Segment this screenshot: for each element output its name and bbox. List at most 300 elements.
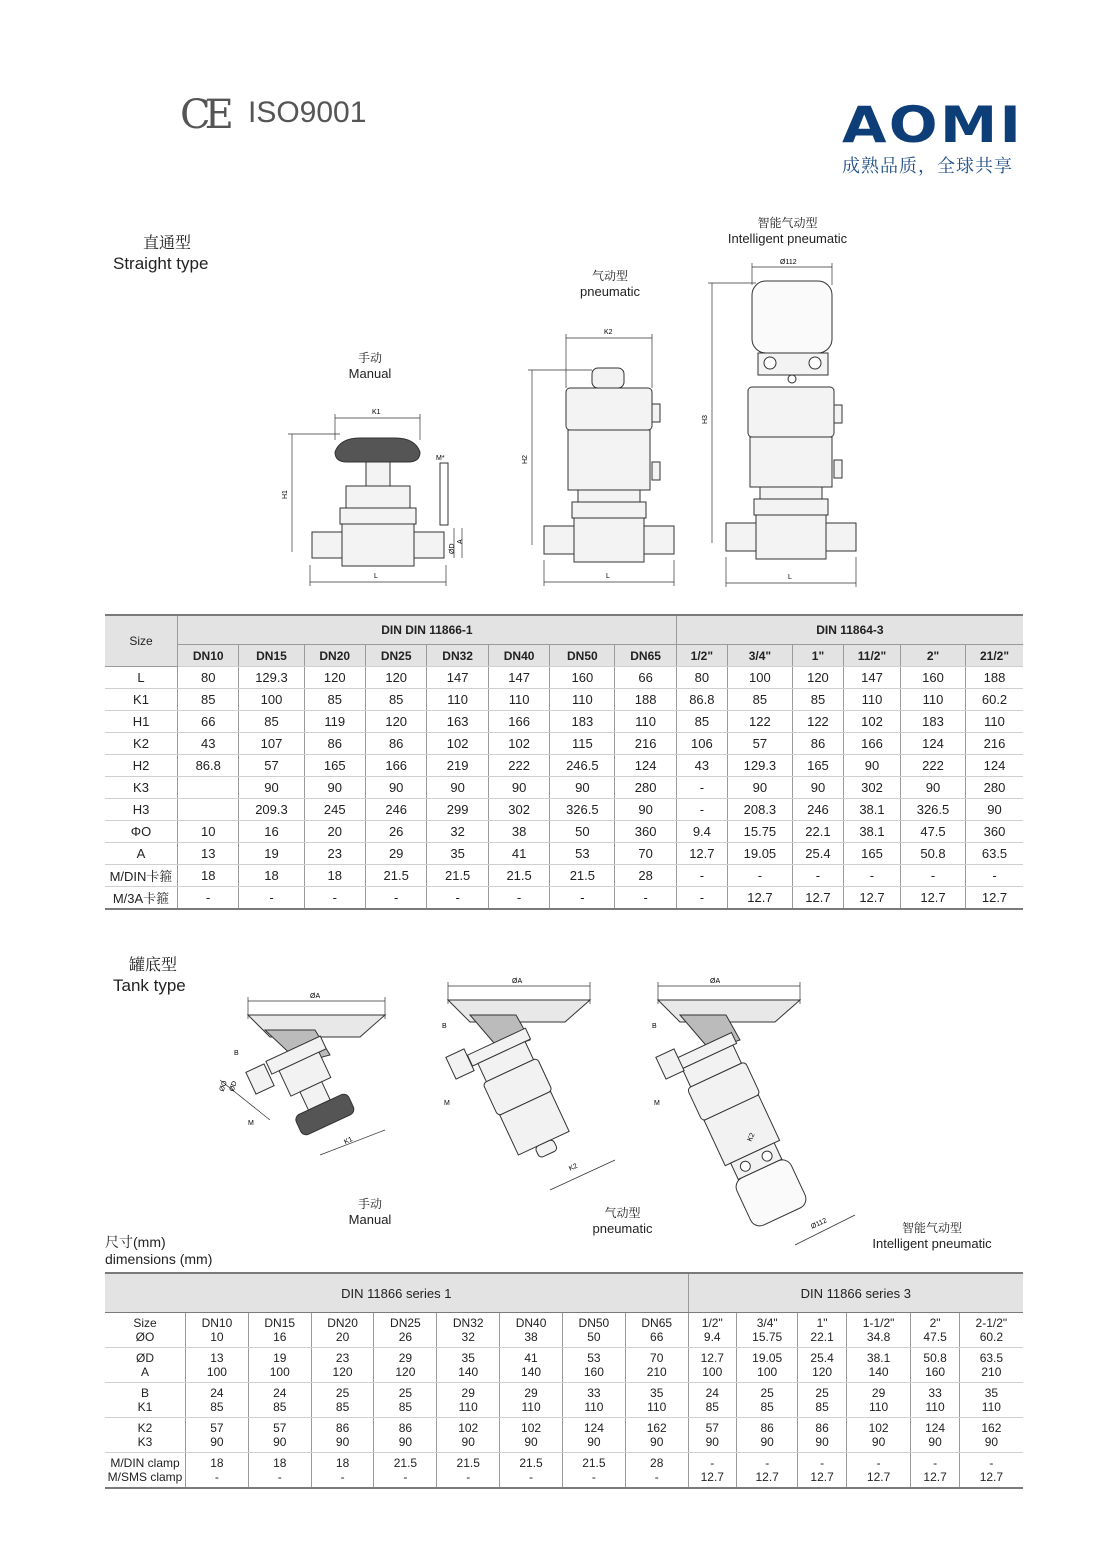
table-cell [178, 777, 239, 799]
cell-line: 21.5 [582, 1456, 606, 1470]
tank-dim-k1-label: K1 [343, 1136, 354, 1147]
table-cell: 208.3 [727, 799, 792, 821]
row-label-line: A [140, 1365, 149, 1379]
cell-line: 210 [646, 1365, 667, 1379]
table-cell: 246.5 [550, 755, 615, 777]
table-cell: 216 [966, 733, 1023, 755]
table-cell [736, 1383, 798, 1418]
cell-line: 12.7 [755, 1470, 779, 1484]
table-cell [500, 1313, 563, 1348]
cell-line: 12.7 [810, 1470, 834, 1484]
cell-line: 13 [210, 1351, 224, 1365]
caption-cn: 手动 [357, 351, 382, 365]
table-cell: 21.5 [427, 865, 488, 887]
table-cell: 120 [792, 667, 843, 689]
cell-line: 19.05 [752, 1351, 783, 1365]
cell-line: 86 [398, 1421, 413, 1435]
table-cell [736, 1453, 798, 1489]
cell-line: 25 [398, 1386, 413, 1400]
table-cell [846, 1453, 911, 1489]
cell-line: 140 [458, 1365, 479, 1379]
table-cell: 110 [966, 711, 1023, 733]
aomi-logo [842, 96, 1024, 178]
table-cell: 166 [488, 711, 549, 733]
table-cell [374, 1348, 437, 1383]
column-header: 3/4" [727, 645, 792, 667]
table-cell [688, 1383, 736, 1418]
cell-line: 22.1 [810, 1330, 834, 1344]
table-cell: 246 [365, 799, 426, 821]
table-cell: 12.7 [900, 887, 965, 910]
table-cell: 29 [365, 843, 426, 865]
table-row [105, 843, 1023, 865]
table-cell [846, 1383, 911, 1418]
cell-line: 12.7 [979, 1470, 1004, 1484]
table-cell [374, 1453, 437, 1489]
tank-manual-caption [330, 1196, 410, 1228]
tank-dim-b-label: B [234, 1050, 239, 1057]
tank-dim-m-label: M [248, 1120, 254, 1127]
table-cell [798, 1313, 846, 1348]
column-header: 1/2" [676, 645, 727, 667]
table-cell: 163 [427, 711, 488, 733]
table-cell [248, 1418, 311, 1453]
cell-line: 90 [871, 1435, 886, 1449]
cell-line: 90 [398, 1435, 413, 1449]
table-cell: 166 [843, 733, 900, 755]
tank-pneumatic-valve-drawing [430, 970, 630, 1200]
row-label-line: ØD [136, 1351, 154, 1365]
table-cell [688, 1348, 736, 1383]
table-cell: 86.8 [676, 689, 727, 711]
cell-line: 33 [587, 1386, 601, 1400]
table-cell: - [427, 887, 488, 910]
row-label: K1 [105, 689, 178, 711]
cell-line: 25 [335, 1386, 350, 1400]
cell-line: 2-1/2" [975, 1316, 1008, 1330]
cell-line: 90 [273, 1435, 287, 1449]
cell-line: 70 [650, 1351, 664, 1365]
row-label: M/DIN卡箍 [105, 865, 178, 887]
table-cell: 90 [966, 799, 1023, 821]
table-cell [688, 1313, 736, 1348]
row-label: A [105, 843, 178, 865]
table-cell: - [676, 865, 727, 887]
cell-line: DN25 [390, 1316, 421, 1330]
table-row [105, 1383, 1023, 1418]
group1-header: DIN DIN 11866-1 [178, 615, 677, 645]
table-cell: - [676, 887, 727, 910]
table-cell: 302 [488, 799, 549, 821]
table-cell [500, 1348, 563, 1383]
table-cell: 183 [900, 711, 965, 733]
cell-line: 110 [521, 1400, 541, 1414]
cell-line: 85 [335, 1400, 350, 1414]
cell-line: 18 [210, 1456, 224, 1470]
table-cell [736, 1348, 798, 1383]
row-label-line: K1 [137, 1400, 153, 1414]
table-cell [248, 1348, 311, 1383]
tank-dim-dd-label: ØD [228, 1080, 239, 1093]
cell-line: 85 [273, 1400, 287, 1414]
table-cell: 9.4 [676, 821, 727, 843]
row-label [105, 1348, 186, 1383]
straight-type-title [113, 234, 208, 274]
size-header: Size [105, 615, 178, 667]
cell-line: 162 [646, 1421, 667, 1435]
table-cell: 20 [304, 821, 365, 843]
table-cell: 147 [488, 667, 549, 689]
table-cell: 85 [239, 711, 304, 733]
cell-line: 50.8 [923, 1351, 947, 1365]
table-cell: 63.5 [966, 843, 1023, 865]
column-header: DN40 [488, 645, 549, 667]
table-cell: 110 [615, 711, 676, 733]
table-cell [248, 1313, 311, 1348]
table-cell [562, 1453, 625, 1489]
tank-dim-da-label-3: ØA [710, 978, 721, 985]
cell-line: 90 [928, 1435, 942, 1449]
table-cell: 280 [966, 777, 1023, 799]
cell-line: 29 [524, 1386, 538, 1400]
row-label [105, 1313, 186, 1348]
cell-line: 33 [928, 1386, 942, 1400]
table-cell [186, 1348, 249, 1383]
table-cell: 86 [304, 733, 365, 755]
table-cell [311, 1453, 374, 1489]
cell-line: - [403, 1470, 408, 1484]
table-cell: - [304, 887, 365, 910]
table-cell: 122 [792, 711, 843, 733]
table-cell: 222 [488, 755, 549, 777]
straight-title-cn: 直通型 [143, 235, 192, 252]
row-label-line: K2 [137, 1421, 153, 1435]
table-row [105, 755, 1023, 777]
caption-en: Manual [348, 1212, 392, 1227]
cell-line: 29 [461, 1386, 475, 1400]
cell-line: 38.1 [866, 1351, 891, 1365]
table-cell: 188 [966, 667, 1023, 689]
row-label: K2 [105, 733, 178, 755]
table-cell: 165 [304, 755, 365, 777]
cell-line: 90 [650, 1435, 664, 1449]
table-cell: 25.4 [792, 843, 843, 865]
cell-line: 53 [587, 1351, 601, 1365]
cell-line: DN10 [201, 1316, 233, 1330]
table-cell: 21.5 [488, 865, 549, 887]
cell-line: 9.4 [703, 1330, 721, 1344]
table-cell: 26 [365, 821, 426, 843]
table-cell: 115 [550, 733, 615, 755]
table-cell [186, 1313, 249, 1348]
table-cell: 110 [427, 689, 488, 711]
cell-line: 85 [705, 1400, 719, 1414]
table-cell: - [365, 887, 426, 910]
table-cell: 166 [365, 755, 426, 777]
dim-k1-label: K1 [372, 409, 381, 416]
table-cell: 19.05 [727, 843, 792, 865]
table-cell [625, 1453, 688, 1489]
table-cell: 23 [304, 843, 365, 865]
table-cell: - [900, 865, 965, 887]
cell-line: 25.4 [810, 1351, 834, 1365]
tank-dim-m-label-2: M [444, 1100, 450, 1107]
cell-line: - [820, 1456, 825, 1470]
cell-line: 34.8 [866, 1330, 891, 1344]
table-cell: 66 [178, 711, 239, 733]
column-header: 21/2" [966, 645, 1023, 667]
caption-cn: 智能气动型 [901, 1221, 962, 1235]
dim-l-label-3: L [788, 574, 792, 581]
cell-line: 90 [815, 1435, 829, 1449]
table-cell: 107 [239, 733, 304, 755]
table-cell: 85 [304, 689, 365, 711]
tank-dim-k2-label: K2 [568, 1162, 579, 1173]
table-cell: 147 [427, 667, 488, 689]
cell-line: 90 [760, 1435, 774, 1449]
table-row [105, 887, 1023, 910]
cell-line: - [876, 1456, 881, 1470]
cell-line: 120 [332, 1365, 353, 1379]
table-cell: 57 [239, 755, 304, 777]
column-header: DN25 [365, 645, 426, 667]
table-cell: 124 [900, 733, 965, 755]
table-cell: - [615, 887, 676, 910]
table-cell [959, 1313, 1023, 1348]
cell-line: DN15 [264, 1316, 296, 1330]
cell-line: 124 [583, 1421, 604, 1435]
cell-line: 18 [273, 1456, 287, 1470]
cell-line: 25 [760, 1386, 774, 1400]
table-cell: 12.7 [676, 843, 727, 865]
table-cell: 85 [365, 689, 426, 711]
table-cell [186, 1418, 249, 1453]
tank-intelligent-valve-drawing [640, 970, 870, 1250]
row-label-line: B [140, 1386, 149, 1400]
tank-dim-b-label-2: B [442, 1023, 447, 1030]
dim-h3-label: H3 [702, 415, 709, 424]
tank-dim-d112-label: Ø112 [810, 1217, 829, 1231]
row-label-line: M/SMS clamp [107, 1470, 183, 1484]
caption-en: Intelligent pneumatic [727, 231, 848, 246]
row-label: ΦO [105, 821, 178, 843]
table-cell: - [239, 887, 304, 910]
table-cell [374, 1383, 437, 1418]
cell-line: 15.75 [752, 1330, 783, 1344]
table-cell: 43 [676, 755, 727, 777]
column-header: 1" [792, 645, 843, 667]
cell-line: 160 [925, 1365, 946, 1379]
cell-line: 12.7 [866, 1470, 891, 1484]
table-cell [437, 1313, 500, 1348]
cell-line: DN50 [578, 1316, 610, 1330]
table-row [105, 711, 1023, 733]
table-cell: 165 [792, 755, 843, 777]
table-row [105, 865, 1023, 887]
cell-line: 85 [210, 1400, 224, 1414]
cell-line: 100 [269, 1365, 290, 1379]
straight-manual-caption [330, 350, 410, 382]
table-cell: 102 [427, 733, 488, 755]
table-cell: 90 [365, 777, 426, 799]
table-cell: - [676, 799, 727, 821]
table-cell [311, 1418, 374, 1453]
tank-dim-da-label: ØA [310, 993, 321, 1000]
column-header: 11/2" [843, 645, 900, 667]
cell-line: - [933, 1456, 938, 1470]
cell-line: 120 [395, 1365, 416, 1379]
table-cell [562, 1348, 625, 1383]
cell-line: 90 [335, 1435, 350, 1449]
table-cell: 129.3 [239, 667, 304, 689]
table-cell [798, 1383, 846, 1418]
table-cell: 90 [727, 777, 792, 799]
table-cell: 160 [900, 667, 965, 689]
table-cell [248, 1453, 311, 1489]
table-cell [437, 1383, 500, 1418]
column-header: DN32 [427, 645, 488, 667]
cell-line: 210 [981, 1365, 1002, 1379]
table-cell: 38 [488, 821, 549, 843]
table-cell: 12.7 [727, 887, 792, 910]
cell-line: 25 [815, 1386, 829, 1400]
table-cell: 47.5 [900, 821, 965, 843]
cell-line: 12.7 [700, 1470, 724, 1484]
straight-title-en: Straight type [113, 254, 209, 273]
table-cell: 188 [615, 689, 676, 711]
table-cell [911, 1418, 959, 1453]
cell-line: 1/2" [701, 1316, 723, 1330]
cell-line: 102 [521, 1421, 542, 1435]
cell-line: DN32 [452, 1316, 484, 1330]
table-cell: 85 [792, 689, 843, 711]
column-header: DN10 [178, 645, 239, 667]
table-cell: 50 [550, 821, 615, 843]
row-label: K3 [105, 777, 178, 799]
cell-line: 1" [816, 1316, 828, 1330]
tank-dim-b-label-3: B [652, 1023, 657, 1030]
table-cell: 110 [900, 689, 965, 711]
table-cell: 60.2 [966, 689, 1023, 711]
table-row [105, 667, 1023, 689]
cell-line: 12.7 [700, 1351, 724, 1365]
table-cell: 280 [615, 777, 676, 799]
table-cell: 85 [178, 689, 239, 711]
table-cell: 53 [550, 843, 615, 865]
table-cell: 90 [550, 777, 615, 799]
table-cell: 110 [488, 689, 549, 711]
cell-line: - [765, 1456, 770, 1470]
table-cell [311, 1383, 374, 1418]
cell-line: 140 [868, 1365, 889, 1379]
cell-line: 35 [984, 1386, 999, 1400]
cell-line: - [529, 1470, 534, 1484]
table-cell: 16 [239, 821, 304, 843]
table-cell [374, 1313, 437, 1348]
table-cell: - [488, 887, 549, 910]
cell-line: 90 [461, 1435, 475, 1449]
cell-line: - [466, 1470, 471, 1484]
table-cell: 219 [427, 755, 488, 777]
table-cell: 70 [615, 843, 676, 865]
dim-h2-label: H2 [522, 455, 529, 464]
table-cell [688, 1453, 736, 1489]
table-cell [625, 1348, 688, 1383]
table-row [105, 821, 1023, 843]
dim-b-label: ØD [449, 543, 456, 554]
table-cell: - [727, 865, 792, 887]
row-label-line: ØO [135, 1330, 155, 1344]
cell-line: 57 [705, 1421, 719, 1435]
table-cell [911, 1348, 959, 1383]
cell-line: 28 [650, 1456, 664, 1470]
table-cell: 21.5 [365, 865, 426, 887]
table-cell: 86 [792, 733, 843, 755]
cell-line: 1-1/2" [862, 1316, 895, 1330]
table-cell: 10 [178, 821, 239, 843]
table-cell: 120 [365, 711, 426, 733]
table-cell: 38.1 [843, 821, 900, 843]
table-cell: 13 [178, 843, 239, 865]
table-cell: 80 [178, 667, 239, 689]
table-cell [500, 1383, 563, 1418]
cell-line: 41 [524, 1351, 538, 1365]
caption-cn: 智能气动型 [757, 216, 818, 230]
table-cell [736, 1418, 798, 1453]
caption-en: Intelligent pneumatic [872, 1236, 992, 1251]
row-label-line: M/DIN clamp [110, 1456, 180, 1470]
table-cell: 90 [615, 799, 676, 821]
table-cell: 32 [427, 821, 488, 843]
dim-m-label: M* [436, 455, 445, 462]
row-label [105, 1453, 186, 1489]
table-row [105, 689, 1023, 711]
table-row [105, 1453, 1023, 1489]
tank-manual-valve-drawing [210, 985, 400, 1170]
table-cell [911, 1453, 959, 1489]
cell-line: 162 [981, 1421, 1002, 1435]
dim-l-label-2: L [606, 573, 610, 580]
cell-line: 120 [812, 1365, 833, 1379]
straight-pneumatic-caption [560, 268, 660, 300]
table-cell [437, 1418, 500, 1453]
cell-line: - [340, 1470, 345, 1484]
table-cell: 106 [676, 733, 727, 755]
table-cell [437, 1453, 500, 1489]
table-row [105, 1348, 1023, 1383]
table-row [105, 733, 1023, 755]
table-cell: 12.7 [843, 887, 900, 910]
row-label: L [105, 667, 178, 689]
table-cell: 43 [178, 733, 239, 755]
cell-line: 10 [210, 1330, 224, 1344]
caption-en: pneumatic [580, 284, 640, 299]
cell-line: 60.2 [979, 1330, 1004, 1344]
table-cell [562, 1383, 625, 1418]
table-cell: 100 [727, 667, 792, 689]
table-cell: 360 [615, 821, 676, 843]
row-label [105, 1418, 186, 1453]
cell-line: 29 [871, 1386, 886, 1400]
logo-slogan: 成熟品质，全球共享 [842, 156, 1013, 176]
table-cell: 90 [304, 777, 365, 799]
row-label-line: K3 [137, 1435, 153, 1449]
table-cell: 90 [427, 777, 488, 799]
cell-line: 3/4" [756, 1316, 778, 1330]
cell-line: 86 [760, 1421, 774, 1435]
cell-line: 66 [650, 1330, 664, 1344]
cell-line: - [214, 1470, 219, 1484]
